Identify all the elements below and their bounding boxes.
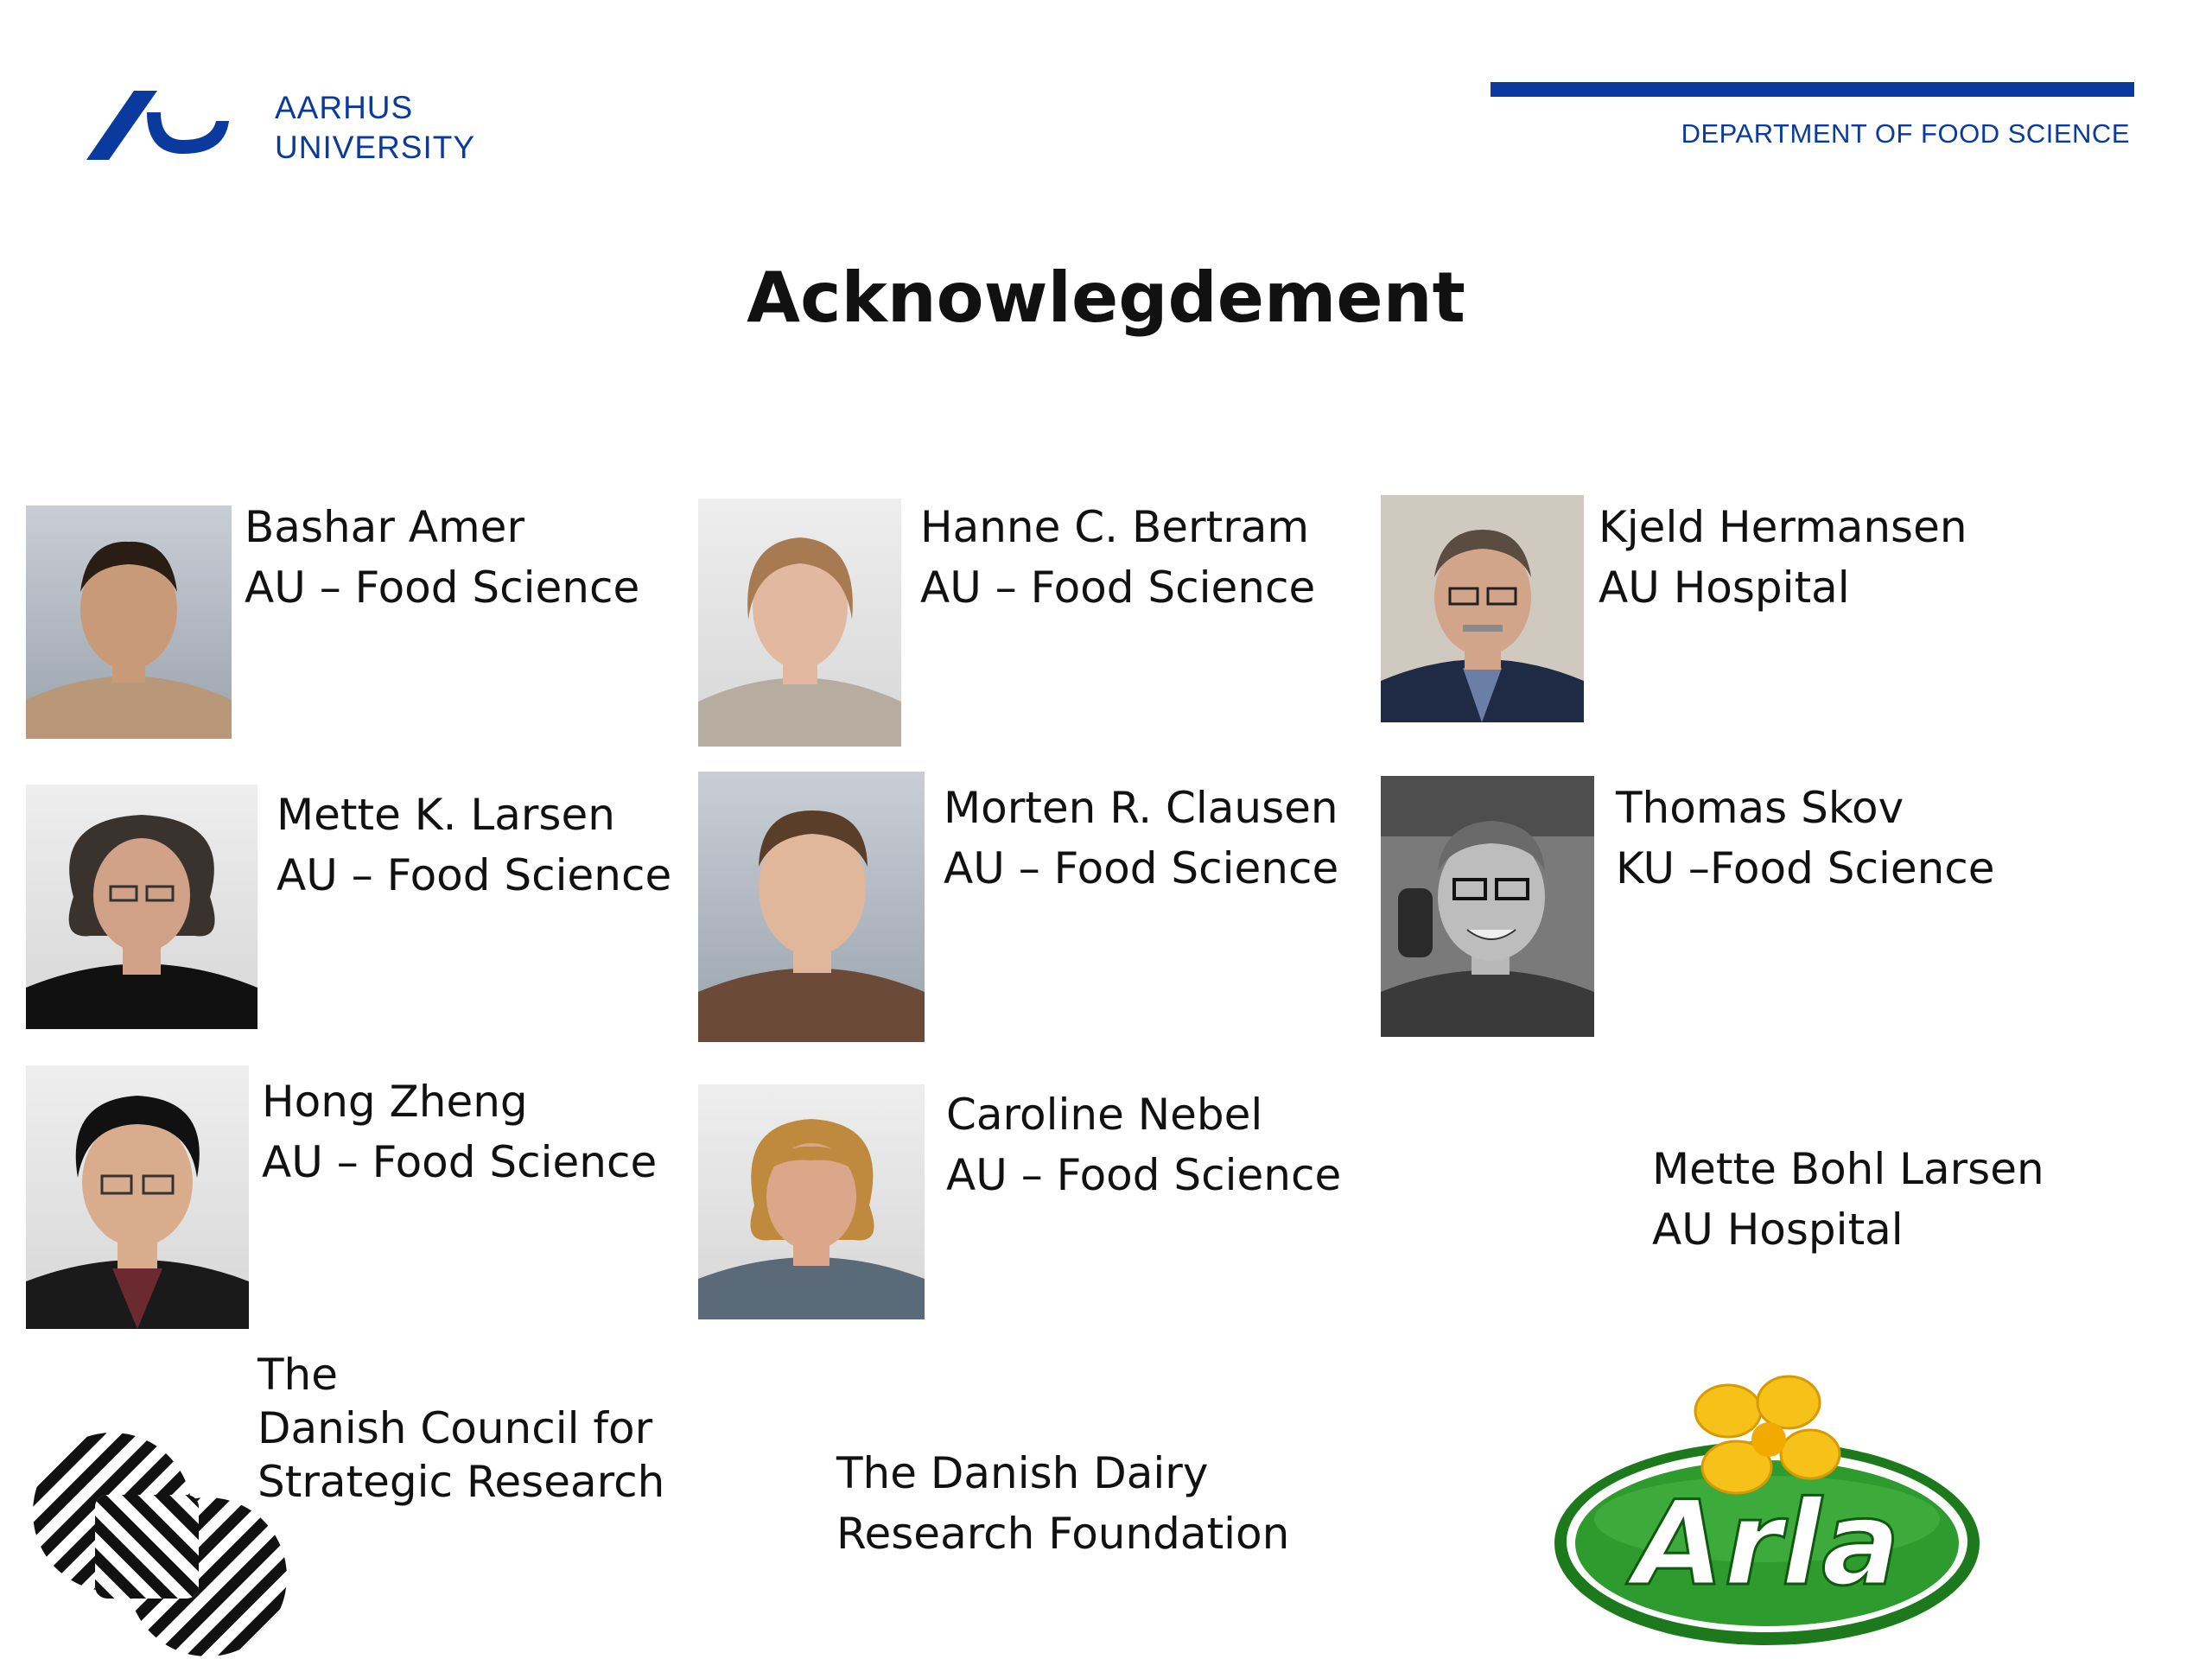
photo-bashar-amer: [26, 505, 232, 739]
department-name: DEPARTMENT OF FOOD SCIENCE: [1681, 118, 2130, 149]
arla-logo-icon: [1551, 1372, 1983, 1649]
funder-dsf-line-2: Danish Council for: [257, 1403, 653, 1453]
person-affiliation: AU – Food Science: [946, 1150, 1342, 1200]
funder-dairy-line-1: The Danish Dairy: [836, 1448, 1209, 1498]
person-caroline-nebel: [946, 1084, 1341, 1205]
person-name: Hong Zheng: [262, 1077, 528, 1127]
person-bashar-amer: [245, 497, 639, 618]
person-name: Hanne C. Bertram: [920, 502, 1310, 552]
dsf-logo-icon: [30, 1430, 289, 1659]
funder-dairy-line-2: Research Foundation: [836, 1509, 1290, 1559]
logo-line-1: AARHUS: [275, 90, 414, 125]
photo-kjeld-hermansen: [1381, 495, 1584, 722]
person-hanne-bertram: [920, 497, 1315, 618]
logo-line-2: UNIVERSITY: [275, 130, 476, 165]
person-affiliation: AU – Food Science: [920, 563, 1316, 613]
slide-title: Acknowlegdement: [747, 257, 1465, 338]
person-affiliation: KU –Food Science: [1616, 843, 1995, 893]
person-name: Kjeld Hermansen: [1599, 502, 1967, 552]
photo-morten-clausen: [698, 772, 925, 1042]
photo-hanne-bertram: [698, 499, 901, 747]
person-affiliation: AU – Food Science: [276, 850, 672, 900]
person-name: Bashar Amer: [245, 502, 524, 552]
person-mette-k-larsen: [276, 785, 671, 906]
funder-dairy-name: [836, 1443, 1289, 1564]
photo-thomas-skov: [1381, 776, 1594, 1037]
person-affiliation: AU – Food Science: [944, 843, 1339, 893]
person-name: Caroline Nebel: [946, 1090, 1263, 1140]
photo-hong-zheng: [26, 1065, 249, 1329]
person-affiliation: AU – Food Science: [245, 563, 640, 613]
person-mette-bohl-larsen: [1652, 1139, 2044, 1260]
person-thomas-skov: [1616, 778, 1995, 899]
person-name: Mette Bohl Larsen: [1652, 1144, 2044, 1194]
person-affiliation: AU Hospital: [1599, 563, 1850, 613]
university-name: [275, 88, 475, 168]
person-morten-clausen: [944, 778, 1338, 899]
photo-mette-k-larsen: [26, 785, 257, 1029]
person-hong-zheng: [262, 1071, 657, 1192]
person-name: Morten R. Clausen: [944, 783, 1338, 833]
funder-dsf-line-3: Strategic Research: [257, 1457, 665, 1507]
person-affiliation: AU Hospital: [1652, 1205, 1904, 1255]
funder-dsf-name: [257, 1348, 664, 1509]
person-name: Thomas Skov: [1616, 783, 1904, 833]
header-rule: [1491, 82, 2134, 97]
arla-logo-text: Arla: [1633, 1476, 1901, 1611]
arla-logo: [1551, 1372, 1983, 1649]
person-affiliation: AU – Food Science: [262, 1137, 658, 1187]
person-name: Mette K. Larsen: [276, 790, 615, 840]
person-kjeld-hermansen: [1599, 497, 1967, 618]
aarhus-university-logo-icon: [86, 86, 233, 164]
photo-caroline-nebel: [698, 1084, 925, 1319]
funder-dsf-line-1: The: [257, 1350, 338, 1400]
